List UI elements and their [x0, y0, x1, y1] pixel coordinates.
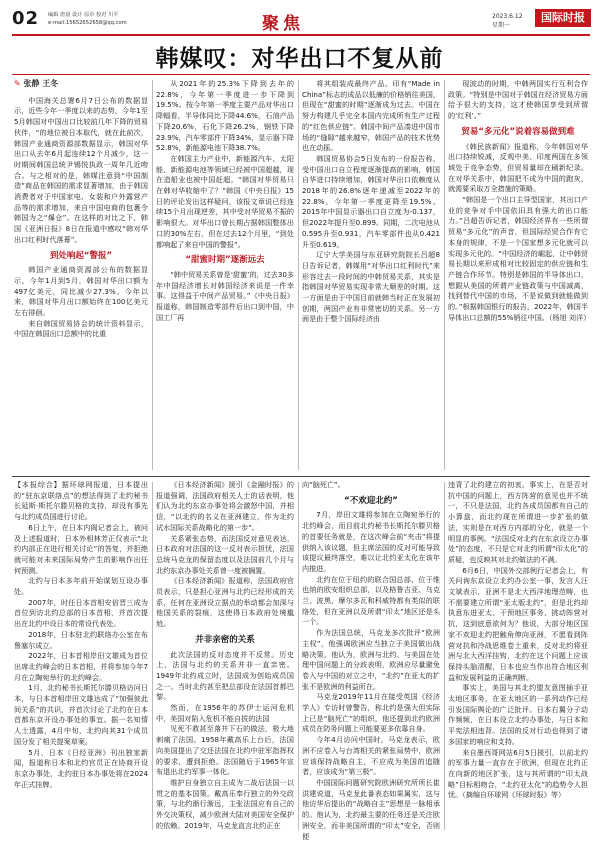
- paragraph: 马克龙2019年11月在接受英国《经济学人》专访时曾警告，称北约是强大但实际上已是“脑死亡”的组织，他还提到北约欧洲成员在防务问题上可能要更多依靠自身。: [302, 692, 440, 734]
- paragraph: 【本报综合】据环球网报道，日本提出的“驻东京联络点”的想法得到了北约秘书长延斯·斯托尔滕贝格的支持，却没有事先与北约成员国进行讨论。: [14, 480, 148, 522]
- column-divider: [152, 80, 153, 470]
- paragraph: “韩国是一个出口主导型国家，其出口产业的竞争对手中国依旧具有强大的出口能力。”吕超告诉记者，韩国经济界有一些所谓贸易“多元化”的声音，但国际经贸合作有它本身的规律，不是一个国家想多元化就可以实现多元化的。“中国经济的崛起，让中韩贸易长期以来形成相对比较固定的供应链和生产链合作环节。特别是韩国的半导体出口，想跟从美国的所谓产业链政策与中国减离，找到替代中国的市场，不是说做到就能做到的。”根据韩国银行的报告，2022年，韩国半导体出口总额的55%销往中国。（杨旭 刘洋）: [448, 195, 591, 322]
- paragraph: 现波动的时期，中韩两国实行互利合作政策。“特别是中国对于韩国在经济贸易方面给予很大的支持，这才使韩国享受到所谓的‘红利’。”: [448, 79, 588, 121]
- page-number: 02: [12, 8, 40, 29]
- paragraph: 辽宁大学美国与东亚研究院院长吕超8日告诉记者，韩媒用“对华出口红利时代”来形容过去一段时间的中韩贸易关系，其实是指韩国对华贸易实现非常大顺差的时期。这一方面是由于中国目前就韩当时正在发展初创期，两国产业有非常密切的关系。另一方面是由于整个国际经济由: [302, 250, 440, 324]
- paragraph: 1月，北约秘书长斯托尔滕贝格访问日本，与日本首相岸田文雄达成了“加强彼此间关系”的共识，并首次讨论了北约在日本首都东京开设办事处的事宜。据一名知情人士透露，4月中旬，北约向其31个成员国分发了相关提案草案。: [14, 683, 148, 746]
- paragraph: 2018年，日本驻北约联络办公室在布鲁塞尔成立。: [14, 629, 148, 650]
- column-divider: [444, 482, 445, 830]
- subheading: “甜蜜时期”逐渐远去: [185, 255, 265, 266]
- paragraph: 韩国产业通商资源部公布的数据显示，今年1月到5月，韩国对华出口额为497亿美元，同比减少27.3%。今年以来，韩国对华月出口额始终在100亿美元左右徘徊。: [14, 265, 148, 318]
- page-header: [12, 6, 590, 36]
- story1-column-3: [302, 79, 440, 325]
- story2-column-2: [156, 480, 294, 832]
- paragraph: 此次法国的反对态度并不反常。历史上，法国与北约的关系并非一直亲密。1949年北约成立时，法国成为创始成员国之一。当时北约甚至把总部设在法国首都巴黎。: [156, 649, 294, 702]
- column-divider: [298, 482, 299, 830]
- column-divider: [152, 482, 153, 830]
- subheading: “不欢迎北约”: [344, 495, 398, 506]
- subheading: 并非亲密的关系: [195, 634, 255, 645]
- paragraph: 5月，日本《日经亚洲》刊出独家新闻，报道称日本和北约官员正在协商开设东京办事处，北约驻日本办事处将在2024年正式挂牌。: [14, 747, 148, 789]
- paragraph: 见死不救甚至落井下石的做法，极大地刺痛了法国。1958年戴高乐上台后，法国向美国提出了交还法国在北约中驻军指挥权的要求，遭到拒绝。法国随后于1965年宣布退出北约军事一体化。: [156, 724, 294, 777]
- paragraph: 今年4月访问中国时，马克龙表示，欧洲不应卷入与台湾相关的紧张局势中，欧洲应该保持战略自主，不应成为美国的追随者，应该成为“第三极”。: [302, 735, 440, 777]
- paragraph: 来自韩国贸易协会的统计资料显示，中国在韩国出口总额中的比重: [14, 318, 148, 339]
- paragraph: 作为法国总统，马克龙多次批评“欧洲主权”，他强调欧洲应当独立于美国做出战略决策。他认为，欧洲与北约、与美国在处理中国问题上的分歧表明，欧洲应尽量避免卷入与中国的对立之中，“北约”在亚太的扩张不是欧洲的利益所在。: [302, 628, 440, 691]
- paragraph: 违背了北约建立的初衷。事实上，在是否对抗中国的问题上，西方阵营的意见也并不统一，不只是法国，北约各成员国都有自己的小算盘，而北约现在所谓进一步扩张的做法，实则是在对西方内部的分化，就是一个明显的事例。“法国反对北约在东京设立办事处”的态度，不只是它对北约所谓“印太化”的质疑，也反映其对北约做法的不满。: [448, 480, 588, 564]
- story1-column-1: [14, 79, 148, 340]
- main-headline: 韩媒叹：对华出口不复从前: [155, 46, 444, 72]
- paragraph: 从2021年的25.3%下降到去年的22.8%，今年第一季度进一步下降到19.5%。按今年第一季度主要产品对华出口降幅看，半导体同比下降44.6%，石油产品下降20.6%，石化下降26.2%，钢铁下降23.9%，汽车零部件下降34%，显示器下降52.8%，新能源电池下降38.7%。: [156, 79, 294, 153]
- paragraph: 将其组装成最终产品。印有“Made in China”标志的成品以低廉的价格销往美国，但现在“甜蜜的时期”逐渐成为过去。中国在努力构建几乎完全本国内完成所有生产过程的“红色供应链”。韩国中间产品凑进中国市场的“缝隙”越来越窄，韩国产品的技术优势也在动摇。: [302, 79, 440, 153]
- story-divider: [12, 476, 590, 477]
- paragraph: 《韩民族新闻》报道称，今年韩国对华出口持续锐减，反观中美、印度两国在多领域处于竞争态势，但贸易量却在刷新纪录。在对华关系中，韩国把不成为中国的跑灰，就需要采取万全措施的策略。: [448, 141, 588, 194]
- story2-column-1: [14, 480, 148, 790]
- column-divider: [444, 80, 445, 470]
- section-title: 聚焦: [262, 14, 304, 34]
- paragraph: 中国国际问题研究院欧洲研究所所长崔洪建说道，马克龙此番表态如果属实，这与他访华后提出的“战略自主”思想是一脉相承的。他认为，北约最主要的任务还是关注欧洲安全，而非美国所谓的“印太”安全，否则便: [302, 777, 440, 841]
- story1-column-4: [448, 79, 591, 323]
- paragraph: 在韩国主力产业中，新能源汽车、太阳能、新能源电池等领域已经被中国超越，现在造船业也被中国赶超。“韩国对华贸易只在韩对华收缩中了？”韩国《中央日报》15日的评论发出这样疑问，该报文章说已经连续15个月出现逆差，其中受对华贸易不振的影响很大。对华出口曾长期占据韩国整体出口的30%左右，但在过去12个月里，“到处都响起了来自中国的警报”。: [156, 153, 294, 249]
- story2-column-3: [302, 480, 440, 842]
- paragraph: 6月6日，中国外交部例行记者会上，有关问询东京设立北约办公室一事，发言人汪文斌表示，亚洲不是北大西洋地理范畴，也不需要建立所谓“亚太版北约”，但是北约却执意东进亚太、干预地区事务、挑动阵营对抗，这到底意欲何为？他说，大部分地区国家不欢迎北约把触角伸向亚洲，不愿看到阵营对抗和冷战思维卷土重来，反对北约将亚洲与北大西洋挂钩，北约在这个问题上应该保持头脑清醒，日本也应当作出符合地区利益和发展利益的正确判断。: [448, 565, 588, 682]
- subheading: 到处响起“警报”: [49, 250, 113, 261]
- editor-info: [48, 12, 127, 27]
- paragraph: 来自墨西哥网站6月5日援引，以前北约的军事力量一直存在于欧洲，但现在北约正在向新的地区扩张，这与其所谓的“印太战略”目标相吻合，“北约亚太化”的趋势令人担忧。（摘编自环球网《环球时报》等）: [448, 747, 588, 800]
- brand-logo: 国际时报: [535, 9, 591, 27]
- editor-email: e-mail:15652652658@qq.com: [48, 19, 127, 26]
- issue-weekday: 星期一: [492, 22, 511, 29]
- paragraph: 事实上，美国与其北约盟友意图插手亚太地区事务，在亚太地区的一系列动作已经引发国际舆论的广泛批评。日本右翼分子动作频频，在日本设立北约办事处，与日本和平宪法相违背。法国的反对行动也得到了诸多国家的响应和支持。: [448, 683, 588, 746]
- header-rule: [12, 34, 590, 36]
- story2-column-4: [448, 480, 588, 801]
- paragraph: 维护自身独立自主成为二战后法国一以贯之的基本国策。戴高乐奉行独立的外交政策，与北约渐行渐远，主张法国应有自己的外交决策权，减少欧洲大陆对美国安全保护的依赖。2019年，马克龙直言北约正在: [156, 777, 294, 830]
- paragraph: “韩中贸易关系曾是‘甜蜜’的，过去30多年中国经济增长对韩国经济来说是一件幸事。这得益于中间产品贸易。”《中央日报》报道称，韩国制造零部件后出口到中国，中国工厂再: [156, 269, 294, 322]
- issue-date: [492, 12, 523, 30]
- paragraph: 向“脑死亡”。: [302, 480, 345, 489]
- pen-icon: ✎: [14, 79, 21, 88]
- paragraph: 北约与日本多年前开始谋划互设办事处。: [14, 576, 148, 597]
- headline-rule: [12, 74, 590, 75]
- paragraph: 然而，在1956年的苏伊士运河危机中，美国对陷入危机不能自拔的法国: [156, 703, 294, 723]
- subheading: 贸易“多元化”说着容易做到难: [461, 126, 575, 137]
- paragraph: 关系紧张态势，而法国反对意见表达，日本政府对法国的这一反对表示担忧，法国总统马克龙的保留态度以及法国前几个月与北约东京办事处关系曾一度被搁置。: [156, 533, 294, 575]
- paragraph: 《日本经济新闻》报道称，法国政府官员表示，只是担心亚洲与北约已经形成的关系，任何在亚洲设立据点的举动都会加深与他国关系的裂痕，这使得日本政府处境尴尬。: [156, 576, 294, 629]
- byline-text: 张静 王冬: [23, 79, 59, 88]
- paragraph: 7月，岸田文雄将参加在立陶宛举行的北约峰会，而目前北约秘书长斯托尔滕贝格的首要任务就是，在这次峰会前“夹击”将提供纳入该议题，但主席法国的反对可能导致该提议最终落空，难以让北约亚太化在该年内推进。: [302, 510, 440, 573]
- paragraph: 中国海关总署6月7日公布的数据显示，近些今年一季度以来的态势，今年1至5月韩国对中国出口比较前几年下降的贸易伙伴，“的地位被日本取代，就在此前次，韩国产业通商资源部数据显示，韩国对华出口从去年6月起连续12个月减少，这一时期间韩国总统尹锡悦执政一周年几近吻合。与之相对的是，韩媒注意到“中国制造”商品在韩国的需求显著增加，由于韩国消费者对于中国家电、女装和户外露营产品等的需求增加，来自中国电商的包裹令韩国为之“爆仓”。在这样的对比之下，韩国《亚洲日报》8日在报道中感叹“韩对华出口红利时代落幕”。: [14, 95, 148, 244]
- editor-credits: 编辑 唐晨 设计 原卓 校对 川平: [48, 12, 119, 18]
- paragraph: 2007年，时任日本首相安倍晋三成为首位到访北约总部的日本首相，并首次提出在北约中设日本的常设代表处。: [14, 597, 148, 629]
- paragraph: 6日上午，在日本内阁记者会上，被问及上述报道时，日本外相林芳正仅表示“北约内部正在进行相关讨论”的答复，并拒绝就可能对未来国际局势产生的影响作出任何预测。: [14, 522, 148, 575]
- paragraph: 北约在位于纽约的联合国总部、位于维也纳的欧安组织总部，以及格鲁吉亚、乌克兰、波黑、摩尔多瓦和科威特都有类似的联络处，但在亚洲以及所谓“印太”地区还是头一个。: [302, 574, 440, 627]
- story1-column-2: [156, 79, 294, 323]
- issue-date-value: 2023.6.12: [492, 13, 523, 20]
- byline: [14, 79, 148, 90]
- paragraph: 韩国贸易协会5日发布的一份报告称，受中国出口自立程度逐渐提高的影响，韩国自华进口持续增加，韩国对华出口依赖度从2018年的26.8%逐年递减至2022年的22.8%，今年第一季度更降至19.5%。2015年中国显示器出口自立度为-0.137，但2022年提升至0.899。同期，二次电池从0.595升至0.931，汽车零部件也从0.421升至0.619。: [302, 153, 440, 249]
- column-divider: [298, 80, 299, 470]
- paragraph: 2022年，日本首相岸田文雄成为首位出席北约峰会的日本首相，并将参加今年7月在立陶宛举行的北约峰会。: [14, 651, 148, 682]
- paragraph: 《日本经济新闻》援引《金融时报》的报道强调，法国政府相关人士的话表明，他们认为北约东京办事处将会激怒中国，并相信，“以北约的名义在亚洲建立，作为北约试水国际关系战略化的第一步”。: [156, 480, 294, 532]
